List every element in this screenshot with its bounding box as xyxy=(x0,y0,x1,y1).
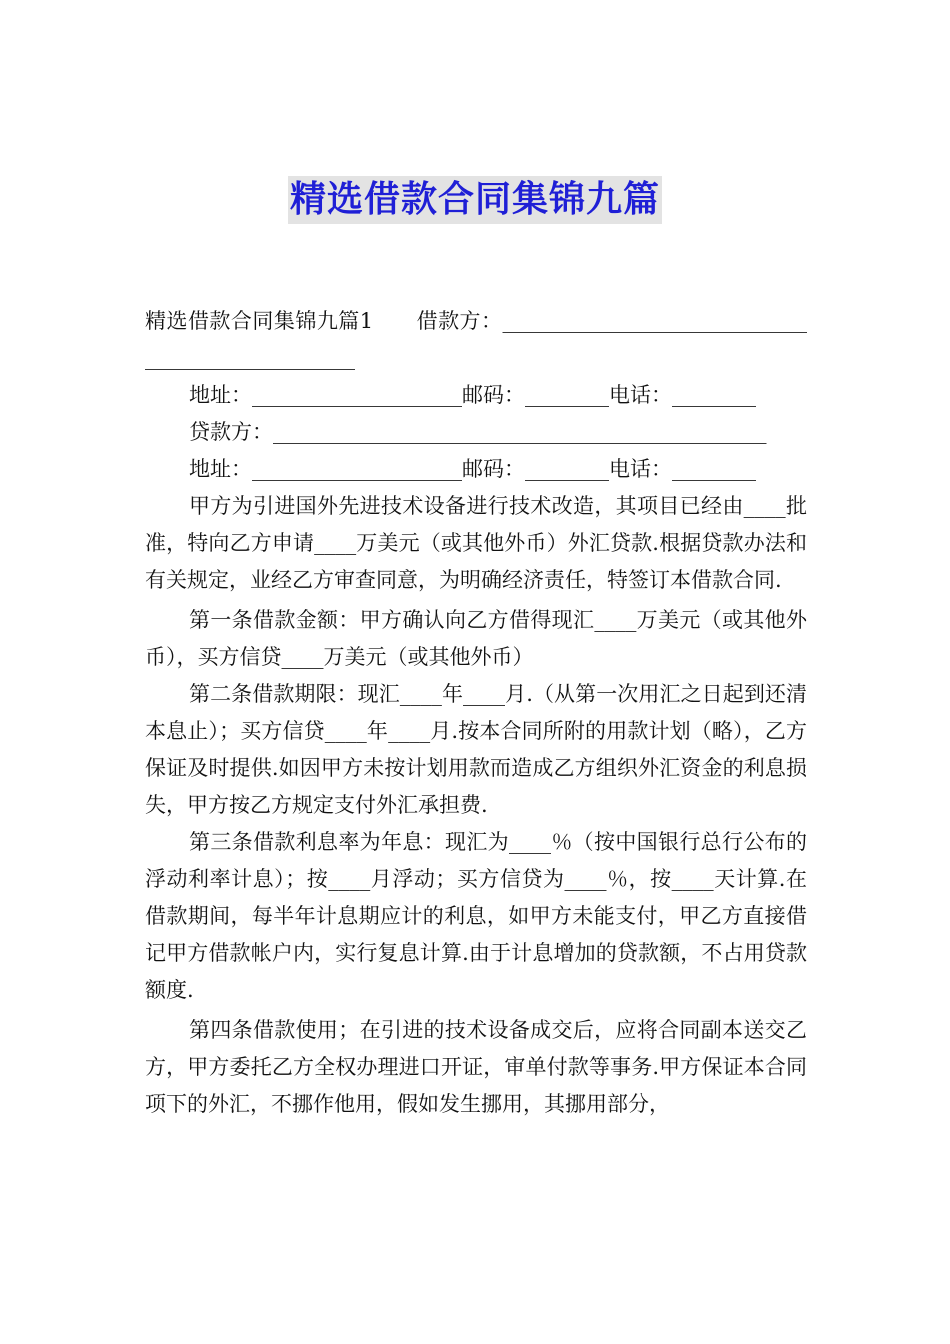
title-wrap xyxy=(0,176,950,224)
document-body xyxy=(145,303,807,1123)
paragraph-lender-address: 地址：____________________邮码：________电话：________ xyxy=(189,457,756,481)
paragraph-article-1: 第一条借款金额：甲方确认向乙方借得现汇____万美元（或其他外币），买方信贷____万美元（或其他外币） xyxy=(145,608,807,669)
paragraph-preamble: 甲方为引进国外先进技术设备进行技术改造，其项目已经由____批准，特向乙方申请____万美元（或其他外币）外汇贷款.根据贷款办法和有关规定，业经乙方审查同意，为明确经济责任，特签订本借款合同. xyxy=(145,494,807,592)
paragraph-article-2: 第二条借款期限：现汇____年____月.（从第一次用汇之日起到还清本息止）；买方信贷____年____月.按本合同所附的用款计划（略），乙方保证及时提供.如因甲方未按计划用款而造成乙方组织外汇资金的利息损失，甲方按乙方规定支付外汇承担费. xyxy=(145,682,807,817)
paragraph-heading-borrower: 精选借款合同集锦九篇1 借款方：_________________________________________________ xyxy=(145,309,807,370)
paragraph-lender: 贷款方：_______________________________________________ xyxy=(189,420,767,444)
paragraph-borrower-address: 地址：____________________邮码：________电话：________ xyxy=(189,383,756,407)
paragraph-article-4: 第四条借款使用；在引进的技术设备成交后，应将合同副本送交乙方，甲方委托乙方全权办理进口开证，审单付款等事务.甲方保证本合同项下的外汇，不挪作他用，假如发生挪用，其挪用部分， xyxy=(145,1018,807,1116)
paragraph-article-3: 第三条借款利息率为年息：现汇为____％（按中国银行总行公布的浮动利率计息）；按____月浮动；买方信贷为____％，按____天计算.在借款期间，每半年计息期应计的利息，如甲方未能支付，甲乙方直接借记甲方借款帐户内，实行复息计算.由于计息增加的贷款额，不占用贷款额度. xyxy=(145,830,807,1002)
document-title: 精选借款合同集锦九篇 xyxy=(288,176,662,224)
